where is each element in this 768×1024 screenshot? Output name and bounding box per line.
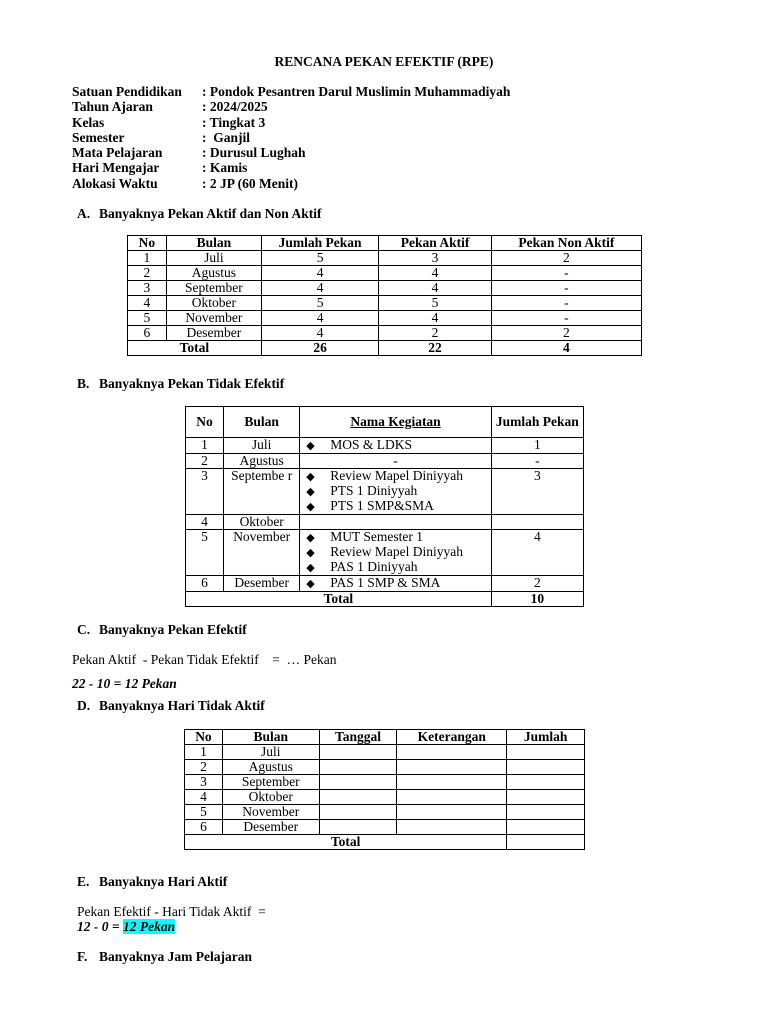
table-cell: 3	[379, 251, 491, 266]
table-cell: Desember	[166, 326, 261, 341]
table-cell	[319, 820, 397, 835]
table-cell: 4	[128, 296, 167, 311]
table-row	[128, 266, 642, 281]
section-f-heading: F. Banyaknya Jam Pelajaran	[77, 949, 253, 964]
row-number: 3	[186, 469, 224, 515]
info-label: Mata Pelajaran	[72, 145, 163, 161]
section-e-heading: E. Banyaknya Hari Aktif	[77, 874, 228, 889]
table-cell: -	[491, 281, 641, 296]
table-cell: 4	[185, 790, 223, 805]
result-pekan-efektif: 22 - 10 = 12 Pekan	[72, 676, 177, 691]
formula-hari-aktif: Pekan Efektif - Hari Tidak Aktif =	[77, 904, 266, 919]
table-cell: Agustus	[166, 266, 261, 281]
activity-item	[306, 499, 488, 514]
row-month: November	[224, 530, 300, 576]
activity-cell	[300, 576, 491, 592]
row-number: 5	[186, 530, 224, 576]
section-a-heading: A. Banyaknya Pekan Aktif dan Non Aktif	[77, 206, 322, 221]
activity-label: MOS & LDKS	[330, 437, 413, 452]
activity-item	[306, 530, 488, 545]
row-number: 1	[186, 438, 224, 454]
table-cell: November	[166, 311, 261, 326]
row-month: Juli	[224, 438, 300, 454]
table-row	[186, 438, 584, 454]
document-title: RENCANA PEKAN EFEKTIF (RPE)	[274, 54, 494, 69]
diamond-bullet-icon: ◆	[306, 440, 315, 452]
table-cell	[319, 805, 397, 820]
diamond-bullet-icon: ◆	[306, 562, 315, 574]
activity-cell	[300, 515, 491, 530]
info-label: Satuan Pendidikan	[72, 84, 182, 99]
table-cell: -	[491, 311, 641, 326]
formula-pekan-efektif: Pekan Aktif - Pekan Tidak Efektif = … Pekan	[72, 652, 337, 667]
section-d-heading: D. Banyaknya Hari Tidak Aktif	[77, 698, 265, 713]
table-row	[185, 820, 585, 835]
table-cell: 3	[128, 281, 167, 296]
table-cell: September	[222, 775, 319, 790]
activity-label: PAS 1 SMP & SMA	[330, 575, 441, 590]
activity-item	[306, 484, 488, 499]
table-row	[186, 454, 584, 469]
diamond-bullet-icon: ◆	[306, 486, 315, 498]
activity-label: Review Mapel Diniyyah	[330, 468, 464, 483]
table-cell	[397, 805, 507, 820]
table-cell	[319, 760, 397, 775]
row-month: Oktober	[224, 515, 300, 530]
table-cell	[507, 790, 585, 805]
column-header: Pekan Aktif	[379, 236, 491, 251]
diamond-bullet-icon: ◆	[306, 471, 315, 483]
info-value: : Kamis	[202, 160, 248, 176]
row-month: Septembe r	[224, 469, 300, 515]
info-value: : Tingkat 3	[202, 114, 266, 130]
table-cell	[397, 775, 507, 790]
column-header: Jumlah	[507, 730, 585, 745]
row-month: Desember	[224, 576, 300, 592]
table-cell: 4	[261, 281, 379, 296]
activity-label: PAS 1 Diniyyah	[330, 559, 418, 574]
column-header: Tanggal	[319, 730, 397, 745]
table-row	[185, 745, 585, 760]
table-cell: September	[166, 281, 261, 296]
table-cell	[397, 820, 507, 835]
table-cell: Agustus	[222, 760, 319, 775]
info-value: : Durusul Lughah	[202, 145, 306, 161]
table-row	[128, 296, 642, 311]
table-row	[185, 790, 585, 805]
table-cell: 5	[379, 296, 491, 311]
diamond-bullet-icon: ◆	[306, 501, 315, 513]
table-cell	[397, 760, 507, 775]
info-label: Alokasi Waktu	[72, 175, 158, 191]
row-jumlah: 2	[491, 576, 583, 592]
info-label: Kelas	[72, 114, 105, 130]
activity-cell	[300, 438, 491, 454]
table-row	[128, 311, 642, 326]
table-cell	[319, 775, 397, 790]
table-cell: 5	[261, 296, 379, 311]
activity-item	[306, 560, 488, 575]
table-cell	[507, 805, 585, 820]
row-month: Agustus	[224, 454, 300, 469]
table-row	[186, 576, 584, 592]
table-header-row: No Bulan Nama Kegiatan Jumlah Pekan	[186, 407, 584, 438]
table-header-row	[128, 236, 642, 251]
table-cell: 1	[128, 251, 167, 266]
table-row	[186, 469, 584, 515]
table-total-row: Total 26 22 4	[128, 341, 642, 356]
column-header: No	[128, 236, 167, 251]
table-cell: 5	[185, 805, 223, 820]
table-cell: 2	[491, 251, 641, 266]
column-header: Keterangan	[397, 730, 507, 745]
info-row	[72, 84, 510, 99]
table-header-row	[185, 730, 585, 745]
table-cell: November	[222, 805, 319, 820]
table-row	[128, 281, 642, 296]
row-jumlah: 4	[491, 530, 583, 576]
table-cell	[507, 820, 585, 835]
table-cell: 2	[185, 760, 223, 775]
column-header: Pekan Non Aktif	[491, 236, 641, 251]
info-row	[72, 176, 510, 191]
table-pekan-aktif	[127, 235, 642, 356]
column-header: Jumlah Pekan	[261, 236, 379, 251]
diamond-bullet-icon: ◆	[306, 532, 315, 544]
table-cell	[397, 790, 507, 805]
table-total-row: Total	[185, 835, 585, 850]
diamond-bullet-icon: ◆	[306, 547, 315, 559]
table-cell: 2	[491, 326, 641, 341]
column-header: No	[185, 730, 223, 745]
activity-item	[306, 576, 488, 591]
table-cell: 4	[379, 281, 491, 296]
table-cell	[397, 745, 507, 760]
activity-item	[306, 438, 488, 453]
table-cell: 4	[261, 311, 379, 326]
result-hari-aktif: 12 - 0 = 12 Pekan	[77, 919, 176, 934]
table-cell	[319, 790, 397, 805]
table-cell: 4	[379, 266, 491, 281]
info-label: Hari Mengajar	[72, 160, 160, 176]
section-b-heading: B. Banyaknya Pekan Tidak Efektif	[77, 376, 285, 391]
table-cell: 2	[379, 326, 491, 341]
table-cell: 1	[185, 745, 223, 760]
activity-item	[306, 545, 488, 560]
table-cell: 4	[261, 266, 379, 281]
table-row	[185, 805, 585, 820]
activity-item	[306, 469, 488, 484]
table-cell: 4	[261, 326, 379, 341]
info-block	[72, 84, 510, 191]
info-label: Semester	[72, 129, 125, 145]
table-cell: 6	[128, 326, 167, 341]
activity-label: PTS 1 Diniyyah	[330, 483, 418, 498]
table-cell: 4	[379, 311, 491, 326]
row-jumlah: 3	[491, 469, 583, 515]
section-c-heading: C. Banyaknya Pekan Efektif	[77, 622, 247, 637]
column-header: Bulan	[222, 730, 319, 745]
table-total-row: Total 10	[186, 592, 584, 607]
info-value: : Ganjil	[202, 129, 251, 145]
table-hari-tidak-aktif	[184, 729, 585, 850]
activity-label: MUT Semester 1	[330, 529, 424, 544]
table-cell: Juli	[166, 251, 261, 266]
highlighted-result: 12 Pekan	[122, 919, 176, 934]
table-cell: 5	[128, 311, 167, 326]
info-row	[72, 130, 510, 145]
activity-cell	[300, 530, 491, 576]
info-value: : 2 JP (60 Menit)	[202, 175, 298, 191]
table-cell: Oktober	[222, 790, 319, 805]
activity-label: PTS 1 SMP&SMA	[330, 498, 434, 513]
table-cell	[319, 745, 397, 760]
row-number: 4	[186, 515, 224, 530]
table-cell: 6	[185, 820, 223, 835]
diamond-bullet-icon: ◆	[306, 578, 315, 590]
table-cell: 2	[128, 266, 167, 281]
activity-cell: -	[300, 454, 491, 469]
info-value: : Pondok Pesantren Darul Muslimin Muhammadiyah	[202, 84, 511, 99]
table-cell: -	[491, 296, 641, 311]
info-row	[72, 160, 510, 175]
table-cell: Oktober	[166, 296, 261, 311]
row-jumlah	[491, 515, 583, 530]
activity-label: Review Mapel Diniyyah	[330, 544, 464, 559]
column-header: Bulan	[166, 236, 261, 251]
table-row	[185, 775, 585, 790]
info-row	[72, 115, 510, 130]
row-jumlah: 1	[491, 438, 583, 454]
table-pekan-tidak-efektif	[185, 406, 584, 607]
table-row	[186, 530, 584, 576]
table-row	[186, 515, 584, 530]
info-row	[72, 145, 510, 160]
table-cell	[507, 775, 585, 790]
info-row	[72, 99, 510, 114]
table-cell: -	[491, 266, 641, 281]
table-cell	[507, 745, 585, 760]
row-number: 6	[186, 576, 224, 592]
activity-cell	[300, 469, 491, 515]
row-jumlah: -	[491, 454, 583, 469]
table-cell	[507, 760, 585, 775]
info-value: : 2024/2025	[202, 99, 268, 115]
table-cell: 3	[185, 775, 223, 790]
table-row	[128, 251, 642, 266]
table-cell: Juli	[222, 745, 319, 760]
table-cell: Desember	[222, 820, 319, 835]
table-row	[128, 326, 642, 341]
info-label: Tahun Ajaran	[72, 99, 153, 115]
table-cell: 5	[261, 251, 379, 266]
table-row	[185, 760, 585, 775]
row-number: 2	[186, 454, 224, 469]
